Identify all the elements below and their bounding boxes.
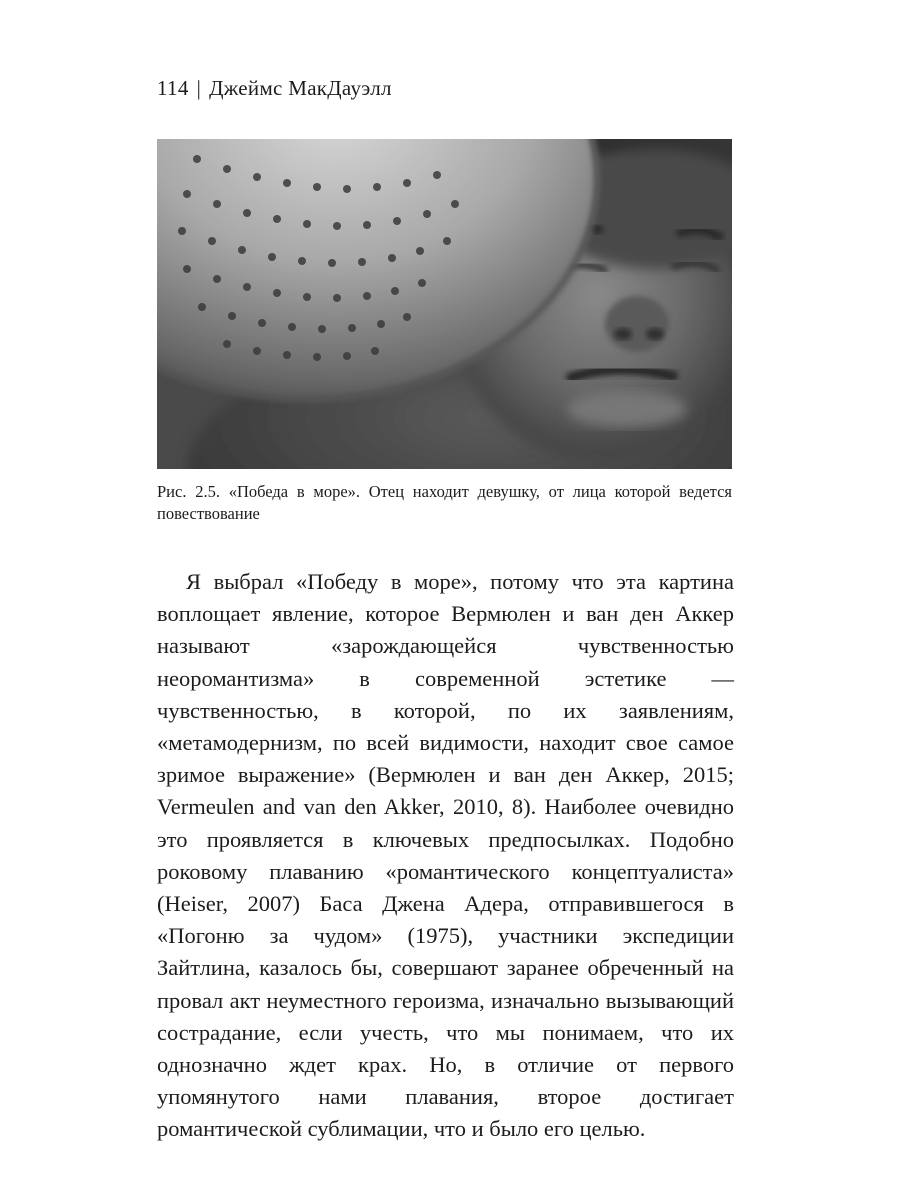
running-header	[157, 76, 392, 101]
page-number: 114	[157, 76, 189, 100]
author-name: Джеймс МакДауэлл	[209, 76, 392, 100]
film-still-figure	[157, 139, 732, 469]
body-paragraph: Я выбрал «Победу в море», потому что эта картина воплощает явление, которое Вермюлен и ван ден Аккер называют «зарождающейся чувственностью неоромантизма» в современной эстетике — чувственностью, в которой, по их заявлениям, «метамодернизм, по всей видимости, находит свое самое зримое выражение» (Вермюлен и ван ден Аккер, 2015; Vermeulen and van den Akker, 2010, 8). Наиболее очевидно это проявляется в ключевых предпосылках. Подобно роковому плаванию «романтического концептуалиста» (Heiser, 2007) Баса Джена Адера, отправившегося в «Погоню за чудом» (1975), участники экспедиции Зайтлина, казалось бы, совершают заранее обреченный на провал акт неуместного героизма, изначально вызывающий сострадание, если учесть, что мы понимаем, что их однозначно ждет крах. Но, в отличие от первого упомянутого нами плавания, второе достигает романтической сублимации, что и было его целью.	[157, 569, 734, 1142]
film-still-image	[157, 139, 732, 469]
figure-caption: Рис. 2.5. «Победа в море». Отец находит девушку, от лица которой ведется повествование	[157, 482, 732, 523]
header-separator: |	[196, 76, 202, 100]
